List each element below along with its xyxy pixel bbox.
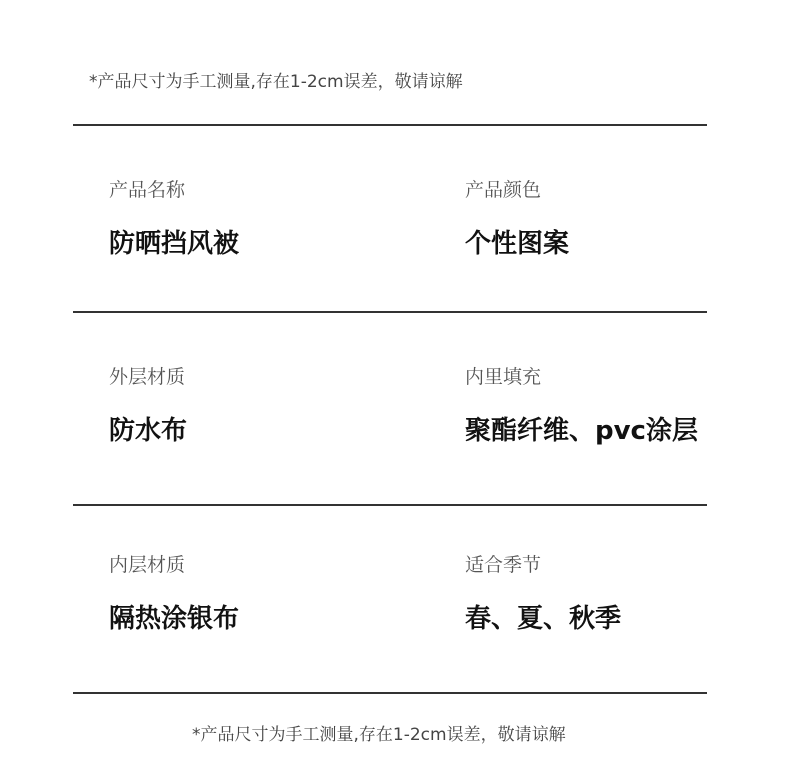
spec-value: 防水布 (109, 416, 188, 446)
spec-outer-material (109, 366, 187, 446)
divider-line (73, 311, 707, 313)
divider-line (73, 124, 707, 126)
spec-value: 春、夏、秋季 (465, 604, 622, 634)
spec-product-name (109, 179, 239, 259)
spec-label: 适合季节 (465, 554, 542, 576)
spec-label: 外层材质 (109, 366, 186, 388)
spec-label: 内里填充 (465, 366, 542, 388)
spec-suitable-season (465, 554, 621, 634)
measurement-note-bottom: *产品尺寸为手工测量,存在1-2cm误差，敬请谅解 (192, 725, 566, 745)
divider-line (73, 504, 707, 506)
spec-value: 聚酯纤维、pvc涂层 (465, 416, 698, 446)
spec-label: 产品颜色 (465, 179, 542, 201)
spec-value: 隔热涂银布 (109, 604, 240, 634)
spec-label: 内层材质 (109, 554, 186, 576)
spec-label: 产品名称 (109, 179, 186, 201)
measurement-note-top: *产品尺寸为手工测量,存在1-2cm误差，敬请谅解 (89, 72, 463, 92)
divider-line (73, 692, 707, 694)
spec-inner-filling (465, 366, 698, 446)
spec-product-color (465, 179, 569, 259)
spec-value: 个性图案 (465, 229, 570, 259)
spec-value: 防晒挡风被 (109, 229, 240, 259)
spec-inner-material (109, 554, 239, 634)
